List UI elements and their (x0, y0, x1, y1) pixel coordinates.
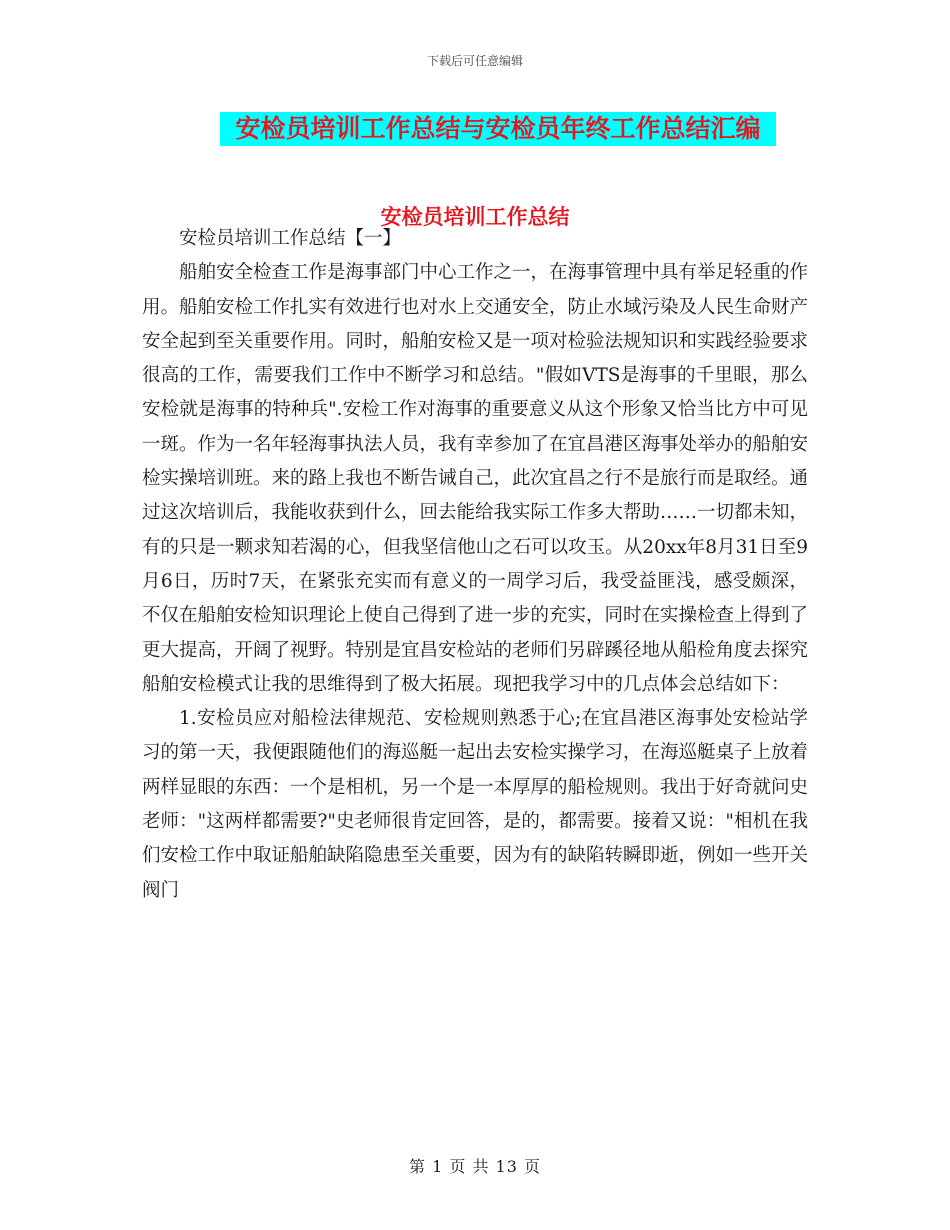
section-label: 安检员培训工作总结【一】 (179, 228, 402, 249)
header-note: 下载后可任意编辑 (426, 54, 523, 68)
main-title: 安检员培训工作总结与安检员年终工作总结汇编 (220, 112, 776, 146)
document-body (142, 222, 808, 908)
page-number: 第 1 页 共 13 页 (409, 1157, 541, 1176)
body-paragraph-1: 船舶安全检查工作是海事部门中心工作之一，在海事管理中具有举足轻重的作用。船舶安检工作扎实有效进行也对水上交通安全，防止水域污染及人民生命财产安全起到至关重要作用。同时，船舶安检又是一项对检验法规知识和实践经验要求很高的工作，需要我们工作中不断学习和总结。"假如VTS是海事的千里眼，那么安检就是海事的特种兵".安检工作对海事的重要意义从这个形象又恰当比方中可见一斑。作为一名年轻海事执法人员，我有幸参加了在宜昌港区海事处举办的船舶安检实操培训班。来的路上我也不断告诫自己，此次宜昌之行不是旅行而是取经。通过这次培训后，我能收获到什么，回去能给我实际工作多大帮助……一切都未知，有的只是一颗求知若渴的心，但我坚信他山之石可以攻玉。从20xx年8月31日至9月6日，历时7天，在紧张充实而有意义的一周学习后，我受益匪浅，感受颇深，不仅在船舶安检知识理论上使自己得到了进一步的充实，同时在实操检查上得到了更大提高，开阔了视野。特别是宜昌安检站的老师们另辟蹊径地从船检角度去探究船舶安检模式让我的思维得到了极大拓展。现把我学习中的几点体会总结如下： (142, 262, 809, 695)
section-title: 安检员培训工作总结 (380, 205, 570, 229)
body-paragraph-2: 1.安检员应对船检法律规范、安检规则熟悉于心;在宜昌港区海事处安检站学习的第一天，我便跟随他们的海巡艇一起出去安检实操学习，在海巡艇桌子上放着两样显眼的东西：一个是相机，另一个是一本厚厚的船检规则。我出于好奇就问史老师："这两样都需要?"史老师很肯定回答，是的，都需要。接着又说："相机在我们安检工作中取证船舶缺陷隐患至关重要，因为有的缺陷转瞬即逝，例如一些开关阀门 (142, 708, 809, 901)
